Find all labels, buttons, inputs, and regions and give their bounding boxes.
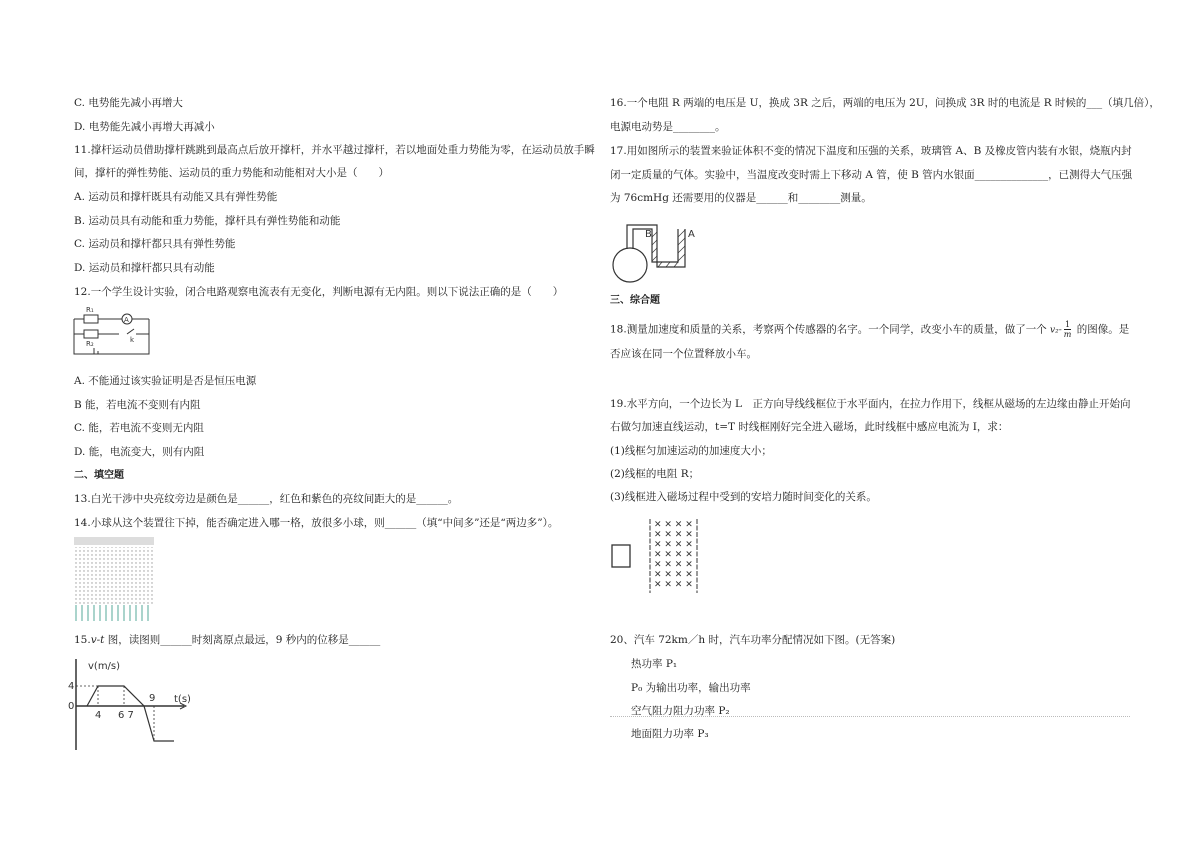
q19-line1: 19.水平方向，一个边长为 L 正方向导线线框位于水平面内，在拉力作用下，线框从磁场的左边缘由静止开始向 (610, 398, 1131, 410)
q12-option-b: B 能，若电流不变则有内阻 (74, 399, 201, 411)
q12-option-a: A. 不能通过该实验证明是否是恒压电源 (74, 375, 257, 387)
q12-circuit-diagram (74, 302, 156, 362)
q17-line1: 17.用如图所示的装置来验证体积不变的情况下温度和压强的关系，玻璃管 A、B 及橡皮管内装有水银，烧瓶内封 (610, 145, 1132, 157)
tick-t4: 4 (95, 710, 102, 721)
q17-line3: 为 76cmHg 还需要用的仪器是______和________测量。 (610, 192, 872, 204)
tick-t67: 6 7 (118, 710, 134, 721)
q17-apparatus-figure (610, 215, 700, 285)
tick-origin: 0 (68, 701, 75, 712)
q11-stem-line1: 11.撑杆运动员借助撑杆跳跳到最高点后放开撑杆，并水平越过撑杆，若以地面处重力势能为零，在运动员放手瞬 (74, 144, 595, 156)
q19-line2: 右做匀加速直线运动，t=T 时线框刚好完全进入磁场，此时线框中感应电流为 I，求： (610, 421, 1009, 433)
svg-text:✕ ✕ ✕ ✕: ✕ ✕ ✕ ✕ (654, 520, 693, 530)
tick-4: 4 (68, 681, 75, 692)
q18-numerator: 1 (1065, 320, 1071, 329)
section-comprehensive-heading: 三、综合题 (610, 295, 660, 306)
q10-option-c: C. 电势能先减小再增大 (74, 97, 183, 109)
q12-stem: 12.一个学生设计实验，闭合电路观察电流表有无变化，判断电源有无内阻。则以下说法正确的是（ ） (74, 286, 564, 298)
q16-line1: 16.一个电阻 R 两端的电压是 U，换成 3R 之后，两端的电压为 2U，问换成 3R 时的电流是 R 时候的___（填几倍）， (610, 97, 1160, 109)
q19-magnetic-field-figure (610, 515, 700, 597)
q14: 14.小球从这个装置往下掉，能否确定进入哪一格，放很多小球，则______（填“中间多”还是“两边多”）。 (74, 517, 559, 529)
svg-text:✕ ✕ ✕ ✕: ✕ ✕ ✕ ✕ (654, 580, 693, 590)
tube-b-label: B (645, 229, 652, 240)
q13: 13.白光干涉中央亮纹旁边是颜色是______，红色和紫色的亮纹间距大的是______。 (74, 493, 459, 505)
q20: 20、汽车 72km／h 时，汽车功率分配情况如下图。(无答案) (610, 634, 896, 646)
switch-label: k (130, 336, 135, 344)
q15-number: 15. (74, 634, 91, 646)
q18-v2: v₂- (1050, 325, 1062, 336)
q18-line2: 否应该在同一个位置释放小车。 (610, 348, 757, 360)
q18-text-a: 18.测量加速度和质量的关系，考察两个传感器的名字。一个同学，改变小车的质量，做了一个 (610, 323, 1051, 336)
q20-item-ground-resistance: 地面阻力功率 P₃ (631, 728, 709, 740)
q10-option-d: D. 电势能先减小再增大再减小 (74, 121, 215, 133)
q15-vt: v-t (90, 634, 105, 646)
q15-vt-graph (68, 655, 224, 750)
q11-option-b: B. 运动员具有动能和重力势能，撑杆具有弹性势能和动能 (74, 215, 341, 227)
q12-option-c: C. 能，若电流不变则无内阻 (74, 422, 204, 434)
q16-line2: 电源电动势是________。 (610, 121, 726, 133)
q20-item-heat-power: 热功率 P₁ (631, 658, 678, 670)
q11-option-c: C. 运动员和撑杆都只具有弹性势能 (74, 238, 236, 250)
tick-t9: 9 (149, 693, 156, 704)
q12-option-d: D. 能，电流变大，则有内阻 (74, 446, 205, 458)
q20-item-output-power: P₀ 为输出功率，输出功率 (631, 682, 751, 694)
tube-a-label: A (688, 229, 695, 240)
q15 (74, 633, 380, 647)
q19-sub1: (1)线框匀加速运动的加速度大小； (610, 445, 772, 457)
svg-text:✕ ✕ ✕ ✕: ✕ ✕ ✕ ✕ (654, 550, 693, 560)
r1-label: R₁ (86, 306, 94, 314)
section-fill-in-heading: 二、填空题 (74, 470, 124, 481)
q19-sub3: (3)线框进入磁场过程中受到的安培力随时间变化的关系。 (610, 491, 877, 503)
r2-label: R₂ (86, 340, 94, 348)
q20-item-air-resistance: 空气阻力阻力功率 P₂ (631, 705, 730, 717)
q17-line2: 闭一定质量的气体。实验中，当温度改变时需上下移动 A 管，使 B 管内水银面______________，已测得大气压强 (610, 169, 1133, 181)
q18-text-b: 的图像。是 (1073, 323, 1130, 336)
q18-fraction (1064, 320, 1072, 339)
x-axis-label: t(s) (174, 694, 191, 705)
q18-line1 (610, 320, 1129, 339)
q19-sub2: (2)线框的电阻 R； (610, 468, 700, 480)
svg-text:✕ ✕ ✕ ✕: ✕ ✕ ✕ ✕ (654, 530, 693, 540)
dotted-divider (610, 716, 1130, 717)
svg-text:✕ ✕ ✕ ✕: ✕ ✕ ✕ ✕ (654, 540, 693, 550)
q11-stem-line2: 间，撑杆的弹性势能、运动员的重力势能和动能相对大小是（ ） (74, 167, 389, 179)
q14-galton-board-figure (74, 537, 154, 621)
q11-option-d: D. 运动员和撑杆都只具有动能 (74, 262, 215, 274)
q15-text: 图，读图则______时刻离原点最远，9 秒内的位移是______ (104, 634, 381, 646)
q18-denominator: m (1063, 330, 1072, 339)
q11-option-a: A. 运动员和撑杆既具有动能又具有弹性势能 (74, 191, 278, 203)
svg-text:✕ ✕ ✕ ✕: ✕ ✕ ✕ ✕ (654, 570, 693, 580)
svg-text:✕ ✕ ✕ ✕: ✕ ✕ ✕ ✕ (654, 560, 693, 570)
y-axis-label: v(m/s) (88, 661, 121, 672)
ammeter-label: A (124, 316, 129, 324)
